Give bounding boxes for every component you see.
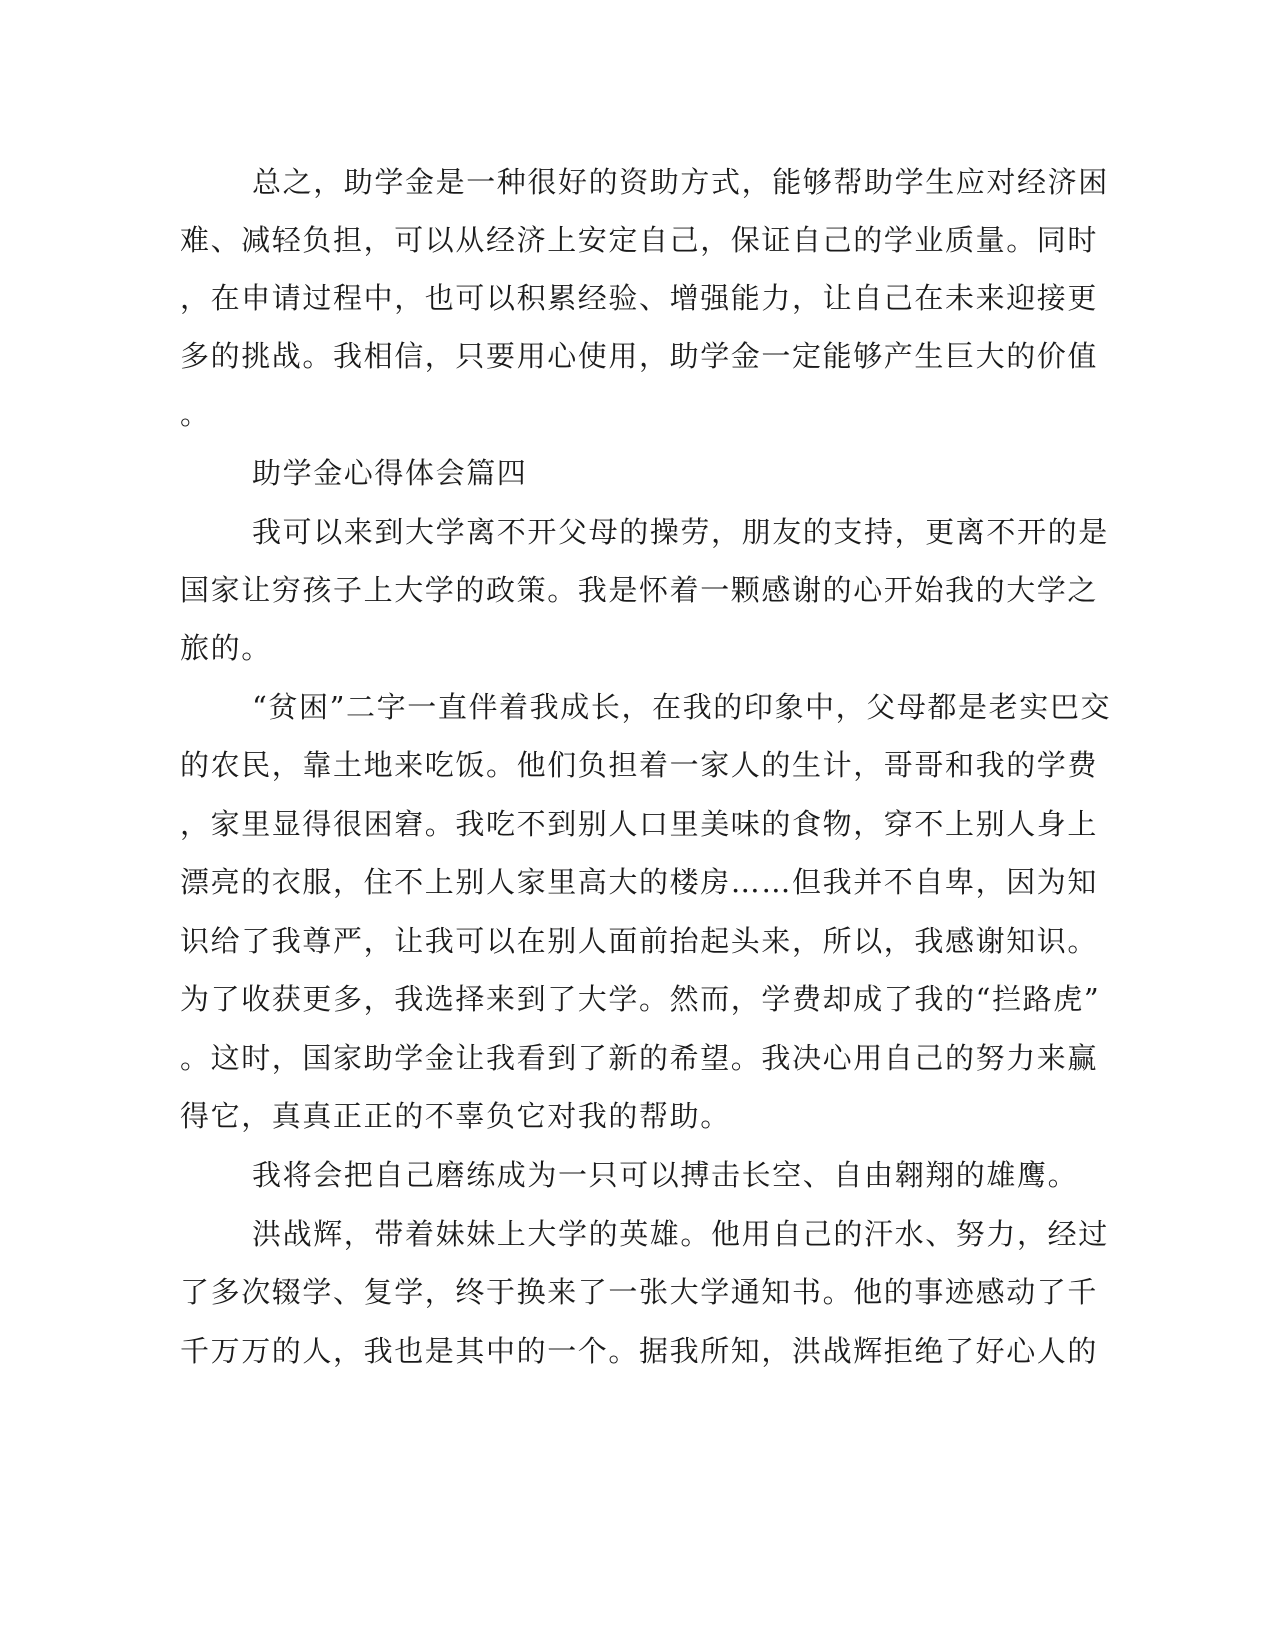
paragraph-line: 国家让穷孩子上大学的政策。我是怀着一颗感谢的心开始我的大学之 xyxy=(180,573,1099,607)
paragraph-line: 洪战辉，带着妹妹上大学的英雄。他用自己的汗水、努力，经过 xyxy=(252,1217,1109,1251)
paragraph-line: 。 xyxy=(180,397,211,431)
paragraph-line: 多的挑战。我相信，只要用心使用，助学金一定能够产生巨大的价值 xyxy=(180,339,1099,373)
paragraph-line: 的农民，靠土地来吃饭。他们负担着一家人的生计，哥哥和我的学费 xyxy=(180,748,1099,782)
paragraph-line: 总之，助学金是一种很好的资助方式，能够帮助学生应对经济困 xyxy=(252,165,1109,199)
paragraph-line: 为了收获更多，我选择来到了大学。然而，学费却成了我的“拦路虎” xyxy=(180,982,1101,1016)
paragraph-line: ，在申请过程中，也可以积累经验、增强能力，让自己在未来迎接更 xyxy=(180,281,1099,315)
paragraph-line: 得它，真真正正的不辜负它对我的帮助。 xyxy=(180,1099,731,1133)
paragraph-line: ，家里显得很困窘。我吃不到别人口里美味的食物，穿不上别人身上 xyxy=(180,807,1099,841)
paragraph-line: 漂亮的衣服，住不上别人家里高大的楼房……但我并不自卑，因为知 xyxy=(180,865,1099,899)
paragraph-line: 旅的。 xyxy=(180,631,272,665)
section-heading: 助学金心得体会篇四 xyxy=(252,456,528,490)
paragraph-line: 千万万的人，我也是其中的一个。据我所知，洪战辉拒绝了好心人的 xyxy=(180,1334,1099,1368)
paragraph-line: 。这时，国家助学金让我看到了新的希望。我决心用自己的努力来赢 xyxy=(180,1041,1099,1075)
paragraph-line: 了多次辍学、复学，终于换来了一张大学通知书。他的事迹感动了千 xyxy=(180,1275,1099,1309)
paragraph-line: 我将会把自己磨练成为一只可以搏击长空、自由翱翔的雄鹰。 xyxy=(252,1158,1079,1192)
paragraph-line: “贫困”二字一直伴着我成长，在我的印象中，父母都是老实巴交 xyxy=(252,690,1112,724)
paragraph-line: 识给了我尊严，让我可以在别人面前抬起头来，所以，我感谢知识。 xyxy=(180,924,1099,958)
paragraph-line: 难、减轻负担，可以从经济上安定自己，保证自己的学业质量。同时 xyxy=(180,223,1099,257)
paragraph-line: 我可以来到大学离不开父母的操劳，朋友的支持，更离不开的是 xyxy=(252,515,1109,549)
